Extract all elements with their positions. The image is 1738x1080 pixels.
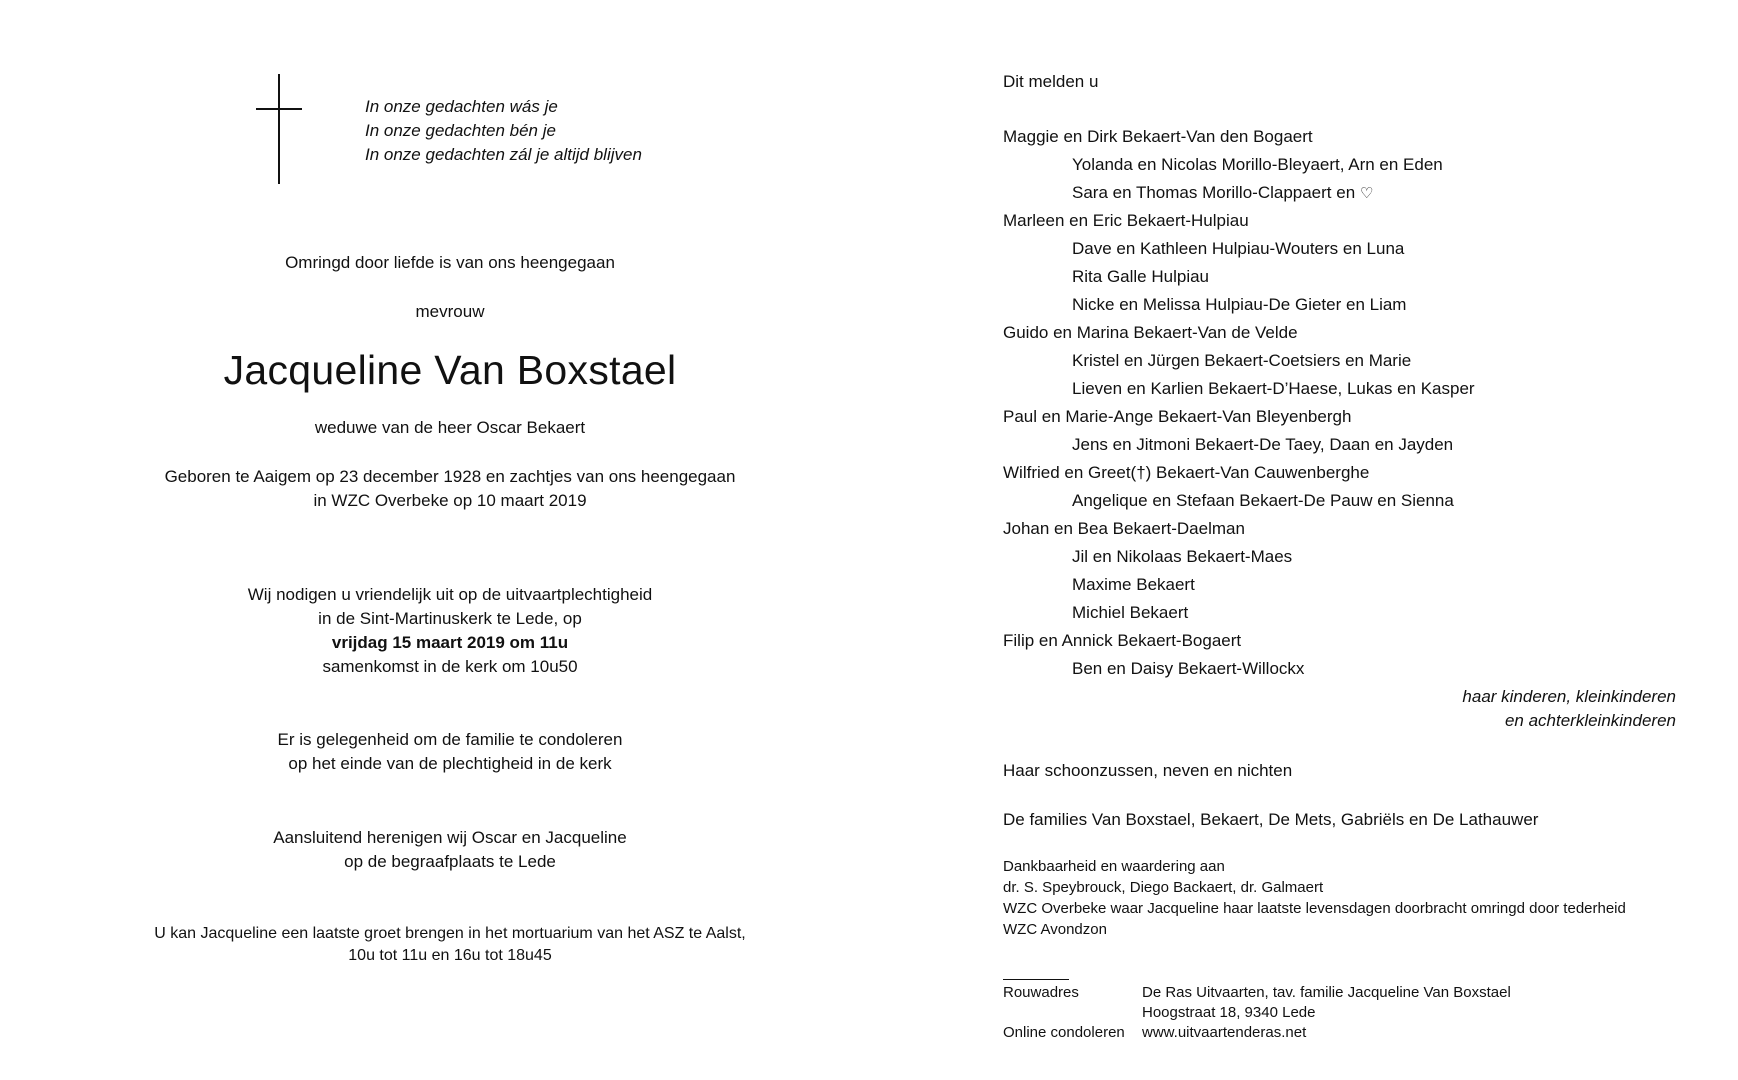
family-member-name: Nicke en Melissa Hulpiau-De Gieter en Liam <box>1072 295 1407 314</box>
family-member-child <box>1003 571 1693 599</box>
condolence-line: Er is gelegenheid om de familie te condoleren <box>277 730 623 749</box>
deceased-name: Jacqueline Van Boxstael <box>223 347 677 393</box>
poem-line: In onze gedachten zál je altijd blijven <box>365 145 642 164</box>
family-member-name: Jens en Jitmoni Bekaert-De Taey, Daan en Jayden <box>1072 435 1454 454</box>
family-member-name: Angelique en Stefaan Bekaert-De Pauw en Sienna <box>1072 491 1454 510</box>
family-member <box>1003 123 1693 151</box>
family-member-child <box>1003 263 1693 291</box>
family-member-name: Marleen en Eric Bekaert-Hulpiau <box>1003 211 1249 230</box>
family-member-child <box>1003 599 1693 627</box>
thanks-line: dr. S. Speybrouck, Diego Backaert, dr. Galmaert <box>1003 879 1324 896</box>
burial-line: op de begraafplaats te Lede <box>344 852 556 871</box>
family-member <box>1003 515 1693 543</box>
thanks-heading: Dankbaarheid en waardering aan <box>1003 858 1225 875</box>
family-member-child <box>1003 487 1693 515</box>
divider <box>1003 979 1069 980</box>
family-member-child <box>1003 347 1693 375</box>
family-member-name: Maxime Bekaert <box>1072 575 1195 594</box>
poem-line: In onze gedachten bén je <box>365 121 556 140</box>
family-member <box>1003 319 1693 347</box>
family-member-name: Guido en Marina Bekaert-Van de Velde <box>1003 323 1298 342</box>
family-member-name: Yolanda en Nicolas Morillo-Bleyaert, Arn en Eden <box>1072 155 1443 174</box>
family-member <box>1003 459 1693 487</box>
family-member-name: Kristel en Jürgen Bekaert-Coetsiers en Marie <box>1072 351 1412 370</box>
right-panel <box>1003 0 1703 1080</box>
family-member-child <box>1003 291 1693 319</box>
family-member-child <box>1003 179 1693 207</box>
mortuary-info <box>0 923 900 967</box>
funeral-invitation <box>0 583 900 679</box>
condolence-line: op het einde van de plechtigheid in de kerk <box>288 754 612 773</box>
family-member-name: Johan en Bea Bekaert-Daelman <box>1003 519 1245 538</box>
thanks-line: WZC Overbeke waar Jacqueline haar laatste levensdagen doorbracht omringd door tederheid <box>1003 900 1626 917</box>
burial-info <box>0 826 900 874</box>
poem <box>365 95 642 167</box>
family-member-child <box>1003 375 1693 403</box>
mortuary-hours: 10u tot 11u en 16u tot 18u45 <box>348 947 552 964</box>
family-member-name: Paul en Marie-Ange Bekaert-Van Bleyenbergh <box>1003 407 1352 426</box>
gathering-time: samenkomst in de kerk om 10u50 <box>322 657 578 676</box>
thanks-section <box>1003 856 1626 940</box>
invite-location: in de Sint-Martinuskerk te Lede, op <box>318 609 582 628</box>
honorific: mevrouw <box>415 302 485 321</box>
relation-line: haar kinderen, kleinkinderen <box>1462 687 1676 706</box>
cross-icon <box>278 74 280 184</box>
family-member-name: Rita Galle Hulpiau <box>1072 267 1210 286</box>
family-member-name: Sara en Thomas Morillo-Clappaert en <box>1072 183 1356 202</box>
birth-death-info <box>0 465 900 513</box>
cross-icon-bar <box>256 108 302 110</box>
intro-text: Omringd door liefde is van ons heengegaan <box>285 253 615 272</box>
relation-caption <box>1462 685 1676 733</box>
rouwadres-label: Rouwadres <box>1003 984 1079 1001</box>
poem-line: In onze gedachten wás je <box>365 97 558 116</box>
family-member-name: Michiel Bekaert <box>1072 603 1189 622</box>
in-laws-line: Haar schoonzussen, neven en nichten <box>1003 761 1293 780</box>
family-member-name: Maggie en Dirk Bekaert-Van den Bogaert <box>1003 127 1313 146</box>
family-list <box>1003 123 1693 683</box>
family-member-child <box>1003 431 1693 459</box>
family-member-name: Jil en Nikolaas Bekaert-Maes <box>1072 547 1293 566</box>
families-line: De families Van Boxstael, Bekaert, De Mets, Gabriëls en De Lathauwer <box>1003 810 1539 829</box>
heart-icon: ♡ <box>1359 185 1374 202</box>
family-member-name: Dave en Kathleen Hulpiau-Wouters en Luna <box>1072 239 1405 258</box>
family-member-child <box>1003 151 1693 179</box>
family-member <box>1003 403 1693 431</box>
online-condolence-link[interactable]: www.uitvaartenderas.net <box>1142 1024 1307 1041</box>
family-member <box>1003 207 1693 235</box>
online-condolence-label: Online condoleren <box>1003 1024 1125 1041</box>
family-member-name: Filip en Annick Bekaert-Bogaert <box>1003 631 1242 650</box>
family-member-name: Wilfried en Greet(†) Bekaert-Van Cauwenberghe <box>1003 463 1370 482</box>
condolence-info <box>0 728 900 776</box>
birth-line: Geboren te Aaigem op 23 december 1928 en zachtjes van ons heengegaan <box>164 467 736 486</box>
death-place-line: in WZC Overbeke op 10 maart 2019 <box>313 491 587 510</box>
family-member <box>1003 627 1693 655</box>
relation-line: en achterkleinkinderen <box>1504 711 1676 730</box>
family-member-name: Ben en Daisy Bekaert-Willockx <box>1072 659 1305 678</box>
widow-line: weduwe van de heer Oscar Bekaert <box>314 418 586 437</box>
family-member-child <box>1003 655 1693 683</box>
mortuary-line: U kan Jacqueline een laatste groet brengen in het mortuarium van het ASZ te Aalst, <box>154 925 746 942</box>
funeral-date: vrijdag 15 maart 2019 om 11u <box>331 633 569 652</box>
burial-line: Aansluitend herenigen wij Oscar en Jacqueline <box>273 828 627 847</box>
family-member-child <box>1003 235 1693 263</box>
thanks-line: WZC Avondzon <box>1003 921 1107 938</box>
rouwadres-street: Hoogstraat 18, 9340 Lede <box>1142 1004 1316 1021</box>
rouwadres-line: De Ras Uitvaarten, tav. familie Jacqueline Van Boxstael <box>1142 984 1511 1001</box>
announcement-heading: Dit melden u <box>1003 72 1099 91</box>
family-member-child <box>1003 543 1693 571</box>
family-member-name: Lieven en Karlien Bekaert-D’Haese, Lukas en Kasper <box>1072 379 1475 398</box>
invite-line: Wij nodigen u vriendelijk uit op de uitvaartplechtigheid <box>247 585 653 604</box>
